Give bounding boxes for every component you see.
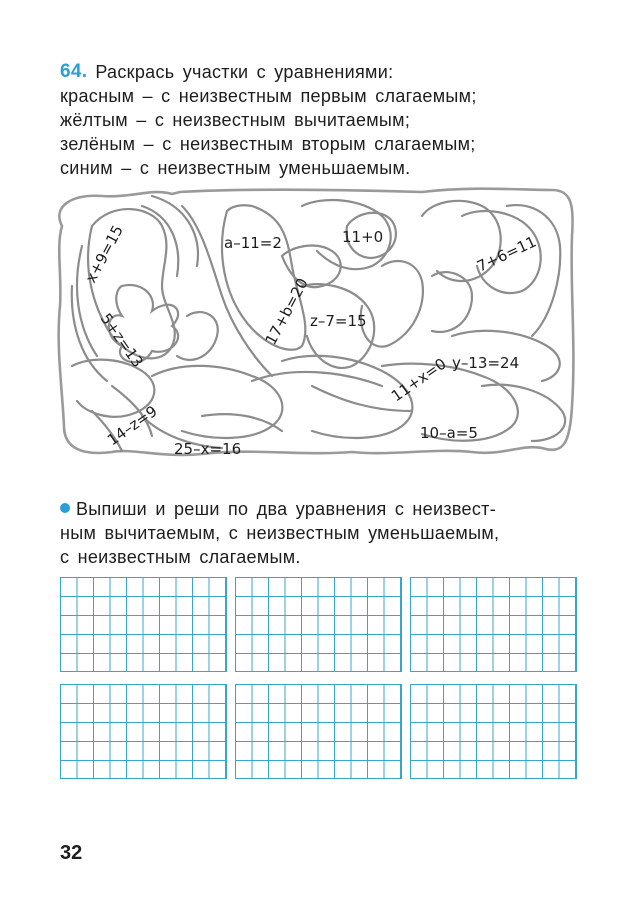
answer-grid[interactable] xyxy=(410,577,577,672)
instruction-red: красным – с неизвестным первым слагаемым; xyxy=(60,86,477,106)
leaf-shape xyxy=(88,209,175,358)
page-number: 32 xyxy=(60,842,83,864)
leaf-shape xyxy=(482,385,565,441)
bullet-line-wrap xyxy=(60,497,496,521)
equation-5-z-13: 5+z=13 xyxy=(96,309,147,371)
leaf-shape xyxy=(142,196,198,276)
bullet-task-line-1 xyxy=(60,497,560,521)
instruction-green: зелёным – с неизвестным вторым слагаемым; xyxy=(60,134,476,154)
leaf-shape xyxy=(222,205,305,350)
bullet-task-line-2: ным вычитаемым, с неизвестным уменьшаемым, xyxy=(60,523,500,543)
equation-x-9-15: x+9=15 xyxy=(81,222,127,286)
bullet-task-line-3: с неизвестным слагаемым. xyxy=(60,547,301,567)
leaf-shape xyxy=(282,246,341,288)
leaf-shape xyxy=(432,272,472,332)
task-64 xyxy=(60,60,560,180)
equation-10-a-5: 10–a=5 xyxy=(420,424,478,442)
equation-11-x-0: 11+x=0 xyxy=(387,354,450,406)
equation-z-7-15: z–7=15 xyxy=(310,312,367,330)
answer-grid[interactable] xyxy=(235,577,402,672)
leaf-shape xyxy=(361,261,423,347)
bullet-task-text-1: Выпиши и реши по два уравнения с неизвест- xyxy=(76,499,496,519)
leaf-shape xyxy=(182,206,272,376)
expression-11-0: 11+0 xyxy=(342,228,384,246)
equation-25-x-16: 25–x=16 xyxy=(174,440,242,458)
equation-7-6-11: 7+6=11 xyxy=(474,232,540,276)
equation-17-b-20: 17+b=20 xyxy=(261,275,312,348)
equation-14-z-9: 14–z=9 xyxy=(103,402,161,450)
leaf-shape xyxy=(177,312,218,360)
answer-grid[interactable] xyxy=(410,684,577,779)
answer-grid[interactable] xyxy=(60,684,227,779)
bullet-task xyxy=(60,497,560,569)
bullet-dot-icon xyxy=(60,503,70,513)
coloring-picture-svg xyxy=(52,186,582,468)
task-intro-line xyxy=(60,60,560,84)
instruction-yellow: жёлтым – с неизвестным вычитаемым; xyxy=(60,110,411,130)
task-intro: Раскрась участки с уравнениями: xyxy=(95,62,394,82)
equation-a-11-2: a–11=2 xyxy=(224,234,282,252)
answer-grid[interactable] xyxy=(235,684,402,779)
task-number: 64. xyxy=(60,61,88,82)
answer-grid[interactable] xyxy=(60,577,227,672)
instruction-blue: синим – с неизвестным уменьшаемым. xyxy=(60,158,411,178)
leaf-shape xyxy=(507,205,560,336)
equation-y-13-24: y–13=24 xyxy=(452,354,520,372)
coloring-picture[interactable] xyxy=(52,186,582,468)
